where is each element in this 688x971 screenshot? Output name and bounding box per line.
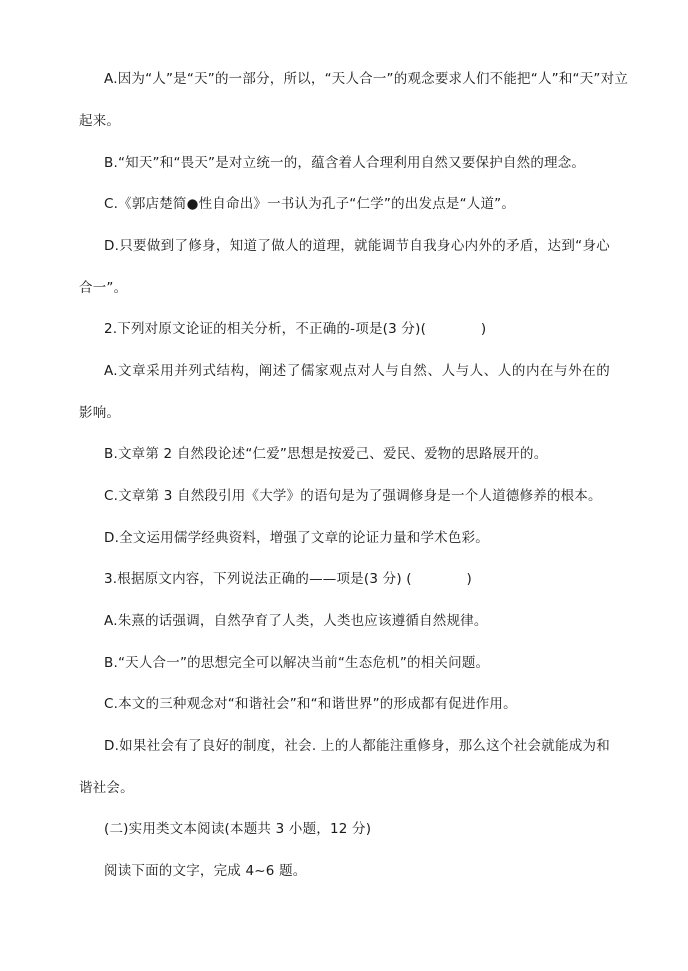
text-line: B.文章第 2 自然段论述“仁爱”思想是按爱己、爱民、爱物的思路展开的。: [104, 446, 548, 462]
text-line: D.如果社会有了良好的制度，社会. 上的人都能注重修身，那么这个社会就能成为和: [104, 738, 610, 754]
text-line: A.文章采用并列式结构，阐述了儒家观点对人与自然、人与人、人的内在与外在的: [104, 363, 610, 379]
text-line: A.朱熹的话强调，自然孕育了人类，人类也应该遵循自然规律。: [104, 613, 488, 629]
text-line: D.只要做到了修身，知道了做人的道理，就能调节自我身心内外的矛盾，达到“身心: [104, 238, 610, 254]
text-line: 起来。: [79, 113, 121, 129]
text-line: C.本文的三种观念对“和谐社会”和“和谐世界”的形成都有促进作用。: [104, 696, 517, 712]
text-line: C.《郭店楚简●性自命出》一书认为孔子“仁学”的出发点是“人道”。: [104, 196, 516, 212]
text-line: D.全文运用儒学经典资料，增强了文章的论证力量和学术色彩。: [104, 530, 489, 546]
text-line: C.文章第 3 自然段引用《大学》的语句是为了强调修身是一个人道德修养的根本。: [104, 488, 602, 504]
text-line: B.“天人合一”的思想完全可以解决当前“生态危机”的相关问题。: [104, 655, 490, 671]
text-line: 3.根据原文内容，下列说法正确的——项是(3 分) ( ): [104, 571, 473, 587]
text-line: 阅读下面的文字，完成 4~6 题。: [104, 863, 307, 879]
text-line: A.因为“人”是“天”的一部分，所以，“天人合一”的观念要求人们不能把“人”和“天”对立: [104, 71, 629, 87]
text-line: 谐社会。: [79, 780, 134, 796]
text-line: 合一”。: [79, 280, 128, 296]
text-line: 2.下列对原文论证的相关分析，不正确的-项是(3 分)( ): [104, 321, 487, 337]
text-line: (二)实用类文本阅读(本题共 3 小题，12 分): [104, 821, 372, 837]
text-line: 影响。: [79, 405, 121, 421]
text-line: B.“知天”和“畏天”是对立统一的，蕴含着人合理利用自然又要保护自然的理念。: [104, 155, 586, 171]
